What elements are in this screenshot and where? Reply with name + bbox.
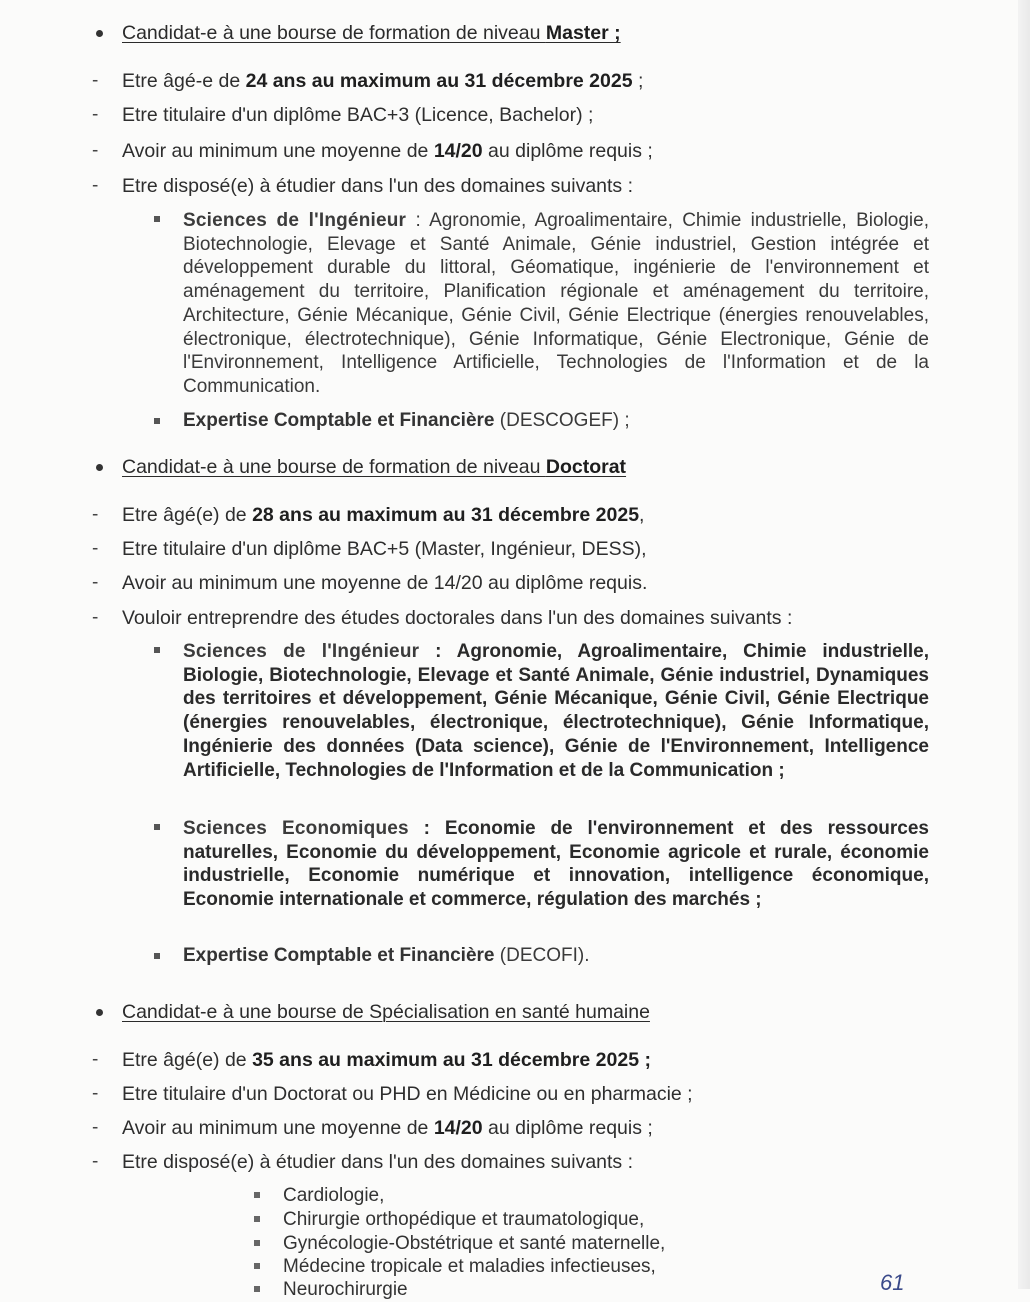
square-bullet <box>254 1286 260 1292</box>
dash-marker: - <box>92 1117 99 1138</box>
dash-marker: - <box>92 504 99 525</box>
square-bullet <box>154 418 160 424</box>
doctorat-item-average: Avoir au minimum une moyenne de 14/20 au diplôme requis. <box>122 572 648 594</box>
doctorat-item-diploma: Etre titulaire d'un diplôme BAC+5 (Master, Ingénieur, DESS), <box>122 538 647 560</box>
dash-marker: - <box>92 1083 99 1104</box>
square-bullet <box>154 824 160 830</box>
specialite-item: Chirurgie orthopédique et traumatologique, <box>283 1209 645 1230</box>
dash-marker: - <box>92 572 99 593</box>
sante-heading: Candidat-e à une bourse de Spécialisation en santé humaine <box>122 1001 650 1023</box>
specialite-item: Cardiologie, <box>283 1185 385 1206</box>
square-bullet <box>254 1216 260 1222</box>
square-bullet <box>254 1263 260 1269</box>
dash-marker: - <box>92 538 99 559</box>
square-bullet <box>254 1192 260 1198</box>
sante-item-average: Avoir au minimum une moyenne de 14/20 au diplôme requis ; <box>122 1117 653 1139</box>
master-item-age: Etre âgé-e de 24 ans au maximum au 31 décembre 2025 ; <box>122 70 644 92</box>
doctorat-item-domains: Vouloir entreprendre des études doctorales dans l'un des domaines suivants : <box>122 607 793 629</box>
section-bullet <box>96 1009 103 1016</box>
specialite-item: Médecine tropicale et maladies infectieuses, <box>283 1256 656 1277</box>
section-bullet <box>96 464 103 471</box>
master-heading: Candidat-e à une bourse de formation de niveau Master ; <box>122 22 621 44</box>
doctorat-domain-ingenieur: Sciences de l'Ingénieur : Agronomie, Agroalimentaire, Chimie industrielle, Biologie, Biotechnologie, Elevage et Santé Animale, Génie industriel, Dynamiques des territoires et développement, Génie Mécanique, Génie Civil, Génie Electrique (énergies renouvelables, électronique, électrotechnique), Génie Informatique, Ingénierie des données (Data science), Génie de l'Environnement, Intelligence Artificielle, Technologies de l'Information et de la Communication ; <box>183 641 930 781</box>
dash-marker: - <box>92 607 99 628</box>
master-item-diploma: Etre titulaire d'un diplôme BAC+3 (Licence, Bachelor) ; <box>122 104 594 126</box>
doctorat-domain-economie: Sciences Economiques : Economie de l'environnement et des ressources naturelles, Economie du développement, Economie agricole et rurale, économie industrielle, Economie numérique et innovation, intelligence économique, Economie internationale et commerce, régulation des marchés ; <box>183 818 929 911</box>
master-item-average: Avoir au minimum une moyenne de 14/20 au diplôme requis ; <box>122 140 653 162</box>
dash-marker: - <box>92 1151 99 1172</box>
doctorat-domain-expertise: Expertise Comptable et Financière (DECOFI). <box>183 945 590 966</box>
specialite-item: Gynécologie-Obstétrique et santé maternelle, <box>283 1233 666 1254</box>
dash-marker: - <box>92 70 99 91</box>
sante-item-diploma: Etre titulaire d'un Doctorat ou PHD en Médicine ou en pharmacie ; <box>122 1083 693 1105</box>
master-domain-ingenieur: Sciences de l'Ingénieur : Agronomie, Agroalimentaire, Chimie industrielle, Biologie, Biotechnologie, Elevage et Santé Animale, Génie industriel, Gestion intégrée et développement durable du littoral, Géomatique, ingénierie de l'environnement et aménagement du territoire, Planification régionale et aménagement du territoire, Architecture, Génie Mécanique, Génie Civil, Génie Electrique (énergies renouvelables, électronique, électrotechnique), Génie Informatique, Génie Electronique, Génie de l'Environnement, Intelligence Artificielle, Technologies de l'Information et de la Communication. <box>183 210 929 397</box>
handwritten-page-mark: 61 <box>880 1270 905 1295</box>
square-bullet <box>154 216 160 222</box>
master-domain-expertise: Expertise Comptable et Financière (DESCOGEF) ; <box>183 410 630 431</box>
master-item-domains: Etre disposé(e) à étudier dans l'un des domaines suivants : <box>122 175 634 197</box>
square-bullet <box>154 647 160 653</box>
dash-marker: - <box>92 1049 99 1070</box>
section-bullet <box>96 30 103 37</box>
square-bullet <box>154 953 160 959</box>
doctorat-heading: Candidat-e à une bourse de formation de niveau Doctorat <box>122 456 627 478</box>
dash-marker: - <box>92 175 99 196</box>
dash-marker: - <box>92 104 99 125</box>
sante-item-age: Etre âgé(e) de 35 ans au maximum au 31 décembre 2025 ; <box>122 1049 651 1071</box>
square-bullet <box>254 1240 260 1246</box>
page-edge-shadow <box>1018 0 1030 1289</box>
sante-item-domains: Etre disposé(e) à étudier dans l'un des domaines suivants : <box>122 1151 634 1173</box>
dash-marker: - <box>92 140 99 161</box>
doctorat-item-age: Etre âgé(e) de 28 ans au maximum au 31 décembre 2025, <box>122 504 645 526</box>
specialite-item: Neurochirurgie <box>283 1279 408 1300</box>
